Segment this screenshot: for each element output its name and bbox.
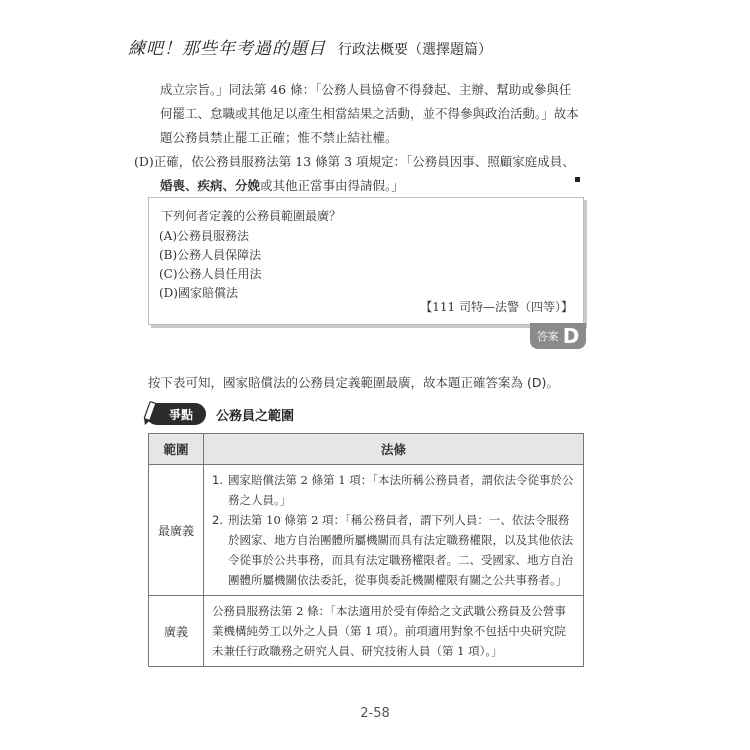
answer-value: D (562, 324, 580, 348)
question-box (148, 197, 584, 325)
key-point-header (146, 403, 294, 425)
law-item (212, 510, 575, 590)
option-a: (A)公務員服務法 (159, 229, 250, 243)
explanation-line (148, 174, 588, 198)
item-text: 國家賠償法第 2 條第 1 項：「本法所稱公務員者，謂依法令從事於公務之人員。」 (228, 473, 574, 507)
column-header-law: 法條 (204, 434, 584, 465)
page-number: 2-58 (360, 706, 390, 721)
column-header-range: 範圍 (149, 434, 204, 465)
option-b: (B)公務人員保障法 (159, 248, 262, 262)
key-point-badge (146, 403, 206, 425)
table-row (149, 465, 584, 596)
item-number: 1. (212, 473, 223, 487)
question-source: 【111 司特—法警（四等）】 (420, 300, 573, 314)
table-header-row (149, 434, 584, 465)
answer-label: 答案 (536, 330, 559, 343)
scope-table (148, 433, 584, 667)
option-d: (D)國家賠償法 (159, 286, 238, 300)
option-c: (C)公務人員任用法 (159, 267, 262, 281)
key-point-title: 公務員之範圍 (216, 408, 295, 424)
key-point-badge-label: 爭點 (168, 407, 193, 422)
explanation-line: 題公務員禁止罷工正確；惟不禁止結社權。 (160, 130, 398, 145)
answer-explanation: 按下表可知，國家賠償法的公務員定義範圍最廣，故本題正確答案為 (D)。 (148, 375, 559, 390)
law-item (212, 470, 575, 510)
answer-tab (530, 323, 586, 349)
page-header (128, 34, 492, 59)
range-cell: 廣義 (149, 596, 204, 667)
item-text: 刑法第 10 條第 2 項：「稱公務員者，謂下列人員：一、依法令服務於國家、地方自治團體所屬機關而具有法定職務權限，以及其他依法令從事於公共事務，而具有法定職務權限者。二、受國家、地方自治團體所屬機關依法委託，從事與委託機關權限有關之公共事務者。」 (228, 513, 573, 587)
range-cell: 最廣義 (149, 465, 204, 596)
bold-text: 婚喪、疾病、分娩 (160, 178, 261, 193)
explanation-line: 成立宗旨。」同法第 46 條：「公務人員協會不得發起、主辦、幫助或參與任 (160, 82, 572, 97)
item-number: 2. (212, 513, 223, 527)
law-cell (204, 465, 584, 596)
end-marker (575, 177, 580, 182)
header-script-title: 練吧！那些年考過的題目 (128, 39, 326, 59)
explanation-line: 何罷工、怠職或其他足以產生相當結果之活動，並不得參與政治活動。」故本 (160, 106, 579, 121)
law-cell: 公務員服務法第 2 條：「本法適用於受有俸給之文武職公務員及公營事業機構純勞工以外之人員（第 1 項）。前項適用對象不包括中央研究院未兼任行政職務之研究人員、研究技術人員（第 1 項）。」 (204, 596, 584, 667)
explanation-line: (D)正確，依公務員服務法第 13 條第 3 項規定：「公務員因事、照顧家庭成員、 (134, 154, 575, 169)
header-book-title: 行政法概要（選擇題篇） (338, 42, 492, 58)
table-row (149, 596, 584, 667)
pen-icon (142, 401, 158, 427)
previous-explanation (134, 78, 588, 198)
question-text: 下列何者定義的公務員範圍最廣？ (161, 209, 342, 223)
explanation-text: 或其他正當事由得請假。」 (260, 178, 404, 193)
